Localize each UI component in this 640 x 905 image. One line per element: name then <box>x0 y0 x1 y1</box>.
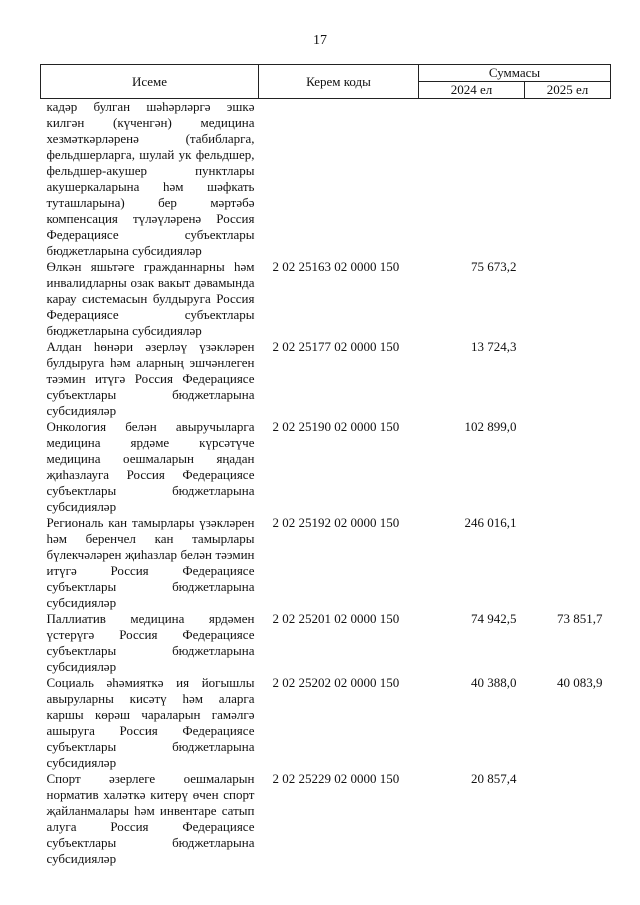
row-name: Өлкән яшьтәге гражданнарны һәм инвалидларны озак вакыт дәвамында карау системасын булдыруга Россия Федерациясе субъектлары бюджетларына субсидияләр <box>46 259 255 338</box>
row-code: 2 02 25192 02 0000 150 <box>272 515 400 530</box>
page-number: 17 <box>313 33 327 48</box>
row-amount-2024: 20 857,4 <box>471 771 517 786</box>
row-name: Социаль әһәмияткә ия йогышлы авыруларны кисәтү һәм аларга каршы көрәш чараларын гамәлгә ашыруга Россия Федерациясе субъектлары бюджетларына субсидияләр <box>46 675 255 770</box>
row-amount-2025 <box>525 515 611 611</box>
column-header-sum: Суммасы <box>419 65 611 82</box>
row-name: Региональ кан тамырлары үзәкләрен һәм беренчел кан тамырлары бүлекчәләрен җиһазлар белән тәэмин итүгә Россия Федерациясе субъектлары бюджетларына субсидияләр <box>46 515 255 610</box>
table-header <box>41 65 611 99</box>
row-amount-2025 <box>525 771 611 867</box>
column-header-2025: 2025 ел <box>525 82 611 99</box>
row-amount-2024: 246 016,1 <box>464 515 517 530</box>
row-amount-2025 <box>525 99 611 260</box>
table-row <box>41 419 611 515</box>
row-amount-2025 <box>525 259 611 339</box>
row-amount-2024 <box>419 99 525 260</box>
table-row <box>41 675 611 771</box>
row-amount-2025: 73 851,7 <box>557 611 603 626</box>
row-code: 2 02 25177 02 0000 150 <box>272 339 400 354</box>
table-row <box>41 99 611 260</box>
row-name: Онкология белән авыручыларга медицина ярдәме күрсәтүче медицина оешмаларын яңадан җиһазлауга Россия Федерациясе субъектлары бюджетларына субсидияләр <box>46 419 255 514</box>
row-amount-2024: 13 724,3 <box>471 339 517 354</box>
row-name: кадәр булган шәһәрләргә эшкә килгән (күченгән) медицина хезмәткәрләренә (табибларга, фельдшерларга, шулай ук фельдшер, фельдшер-акушер пунктлары акушеркаларына һәм шәфкать туташларына) бер мәртәбә компенсация түләүләренә Россия Федерациясе субъектлары бюджетларына субсидияләр <box>46 99 255 258</box>
table-row <box>41 771 611 867</box>
row-amount-2024: 102 899,0 <box>464 419 517 434</box>
table-row <box>41 515 611 611</box>
row-amount-2024: 40 388,0 <box>471 675 517 690</box>
table-row <box>41 611 611 675</box>
row-amount-2024: 75 673,2 <box>471 259 517 274</box>
row-code: 2 02 25202 02 0000 150 <box>272 675 400 690</box>
row-amount-2025 <box>525 339 611 419</box>
budget-table <box>40 64 611 867</box>
row-amount-2024: 74 942,5 <box>471 611 517 626</box>
table-row <box>41 259 611 339</box>
row-code: 2 02 25229 02 0000 150 <box>272 771 400 786</box>
row-code: 2 02 25163 02 0000 150 <box>272 259 400 274</box>
column-header-2024: 2024 ел <box>419 82 525 99</box>
column-header-name: Исеме <box>41 65 259 99</box>
row-name: Спорт әзерлеге оешмаларын норматив халәткә китерү өчен спорт җайланмалары һәм инвентаре сатып алуга Россия Федерациясе субъектлары бюджетларына субсидияләр <box>46 771 255 866</box>
row-name: Алдан һөнәри әзерләү үзәкләрен булдыруга һәм аларның эшчәнлеген тәэмин итүгә Россия Федерациясе субъектлары бюджетларына субсидияләр <box>46 339 255 418</box>
row-code: 2 02 25201 02 0000 150 <box>272 611 400 626</box>
row-amount-2025: 40 083,9 <box>557 675 603 690</box>
column-header-code: Керем коды <box>259 65 419 99</box>
row-name: Паллиатив медицина ярдәмен үстерүгә Россия Федерациясе субъектлары бюджетларына субсидияләр <box>46 611 255 674</box>
table-row <box>41 339 611 419</box>
row-code: 2 02 25190 02 0000 150 <box>272 419 400 434</box>
row-code <box>259 99 419 260</box>
row-amount-2025 <box>525 419 611 515</box>
